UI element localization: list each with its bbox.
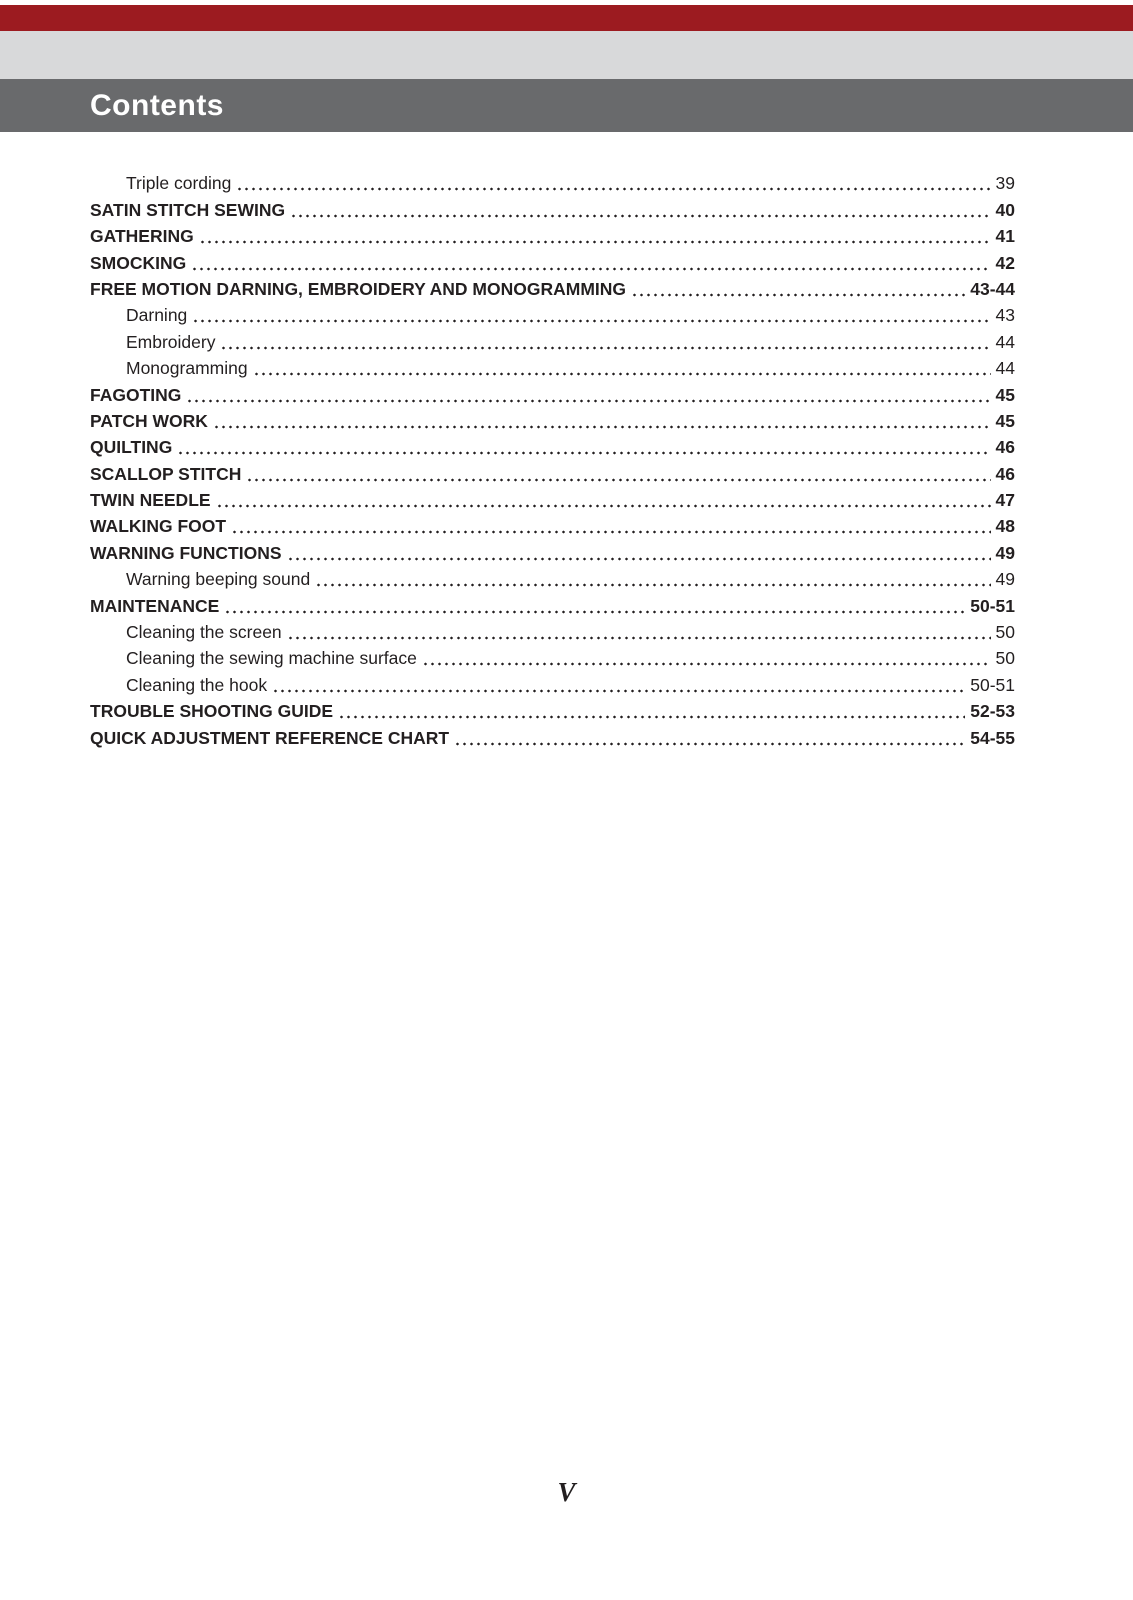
toc-entry-page: 50-51 — [970, 674, 1015, 695]
toc-entry — [90, 194, 1015, 220]
toc-entry-label: WALKING FOOT — [90, 516, 227, 537]
toc-entry-label: Warning beeping sound — [126, 569, 311, 590]
dot-leader — [422, 647, 991, 669]
toc-entry-page: 46 — [995, 437, 1015, 458]
toc-entry — [90, 247, 1015, 273]
top-red-bar — [0, 5, 1133, 31]
dot-leader — [287, 542, 991, 564]
toc-entry — [90, 564, 1015, 590]
toc-entry-label: WARNING FUNCTIONS — [90, 542, 282, 563]
toc-entry-label: FAGOTING — [90, 384, 182, 405]
dot-leader — [454, 727, 965, 749]
dot-leader — [253, 357, 991, 379]
toc-entry — [90, 379, 1015, 405]
toc-entry — [90, 485, 1015, 511]
toc-entry-page: 52-53 — [970, 701, 1015, 722]
toc-entry-page: 46 — [995, 463, 1015, 484]
toc-entry-page: 50 — [995, 622, 1015, 643]
dot-leader — [338, 700, 965, 722]
toc-entry-page: 50 — [995, 648, 1015, 669]
dot-leader — [177, 436, 990, 458]
toc-entry-label: Monogramming — [126, 358, 248, 379]
toc-entry-label: GATHERING — [90, 226, 194, 247]
toc-entry — [90, 511, 1015, 537]
toc-entry-page: 44 — [995, 358, 1015, 379]
toc-entry-page: 48 — [995, 516, 1015, 537]
toc-entry-label: Darning — [126, 305, 188, 326]
toc-entry — [90, 406, 1015, 432]
toc-entry-page: 41 — [995, 226, 1015, 247]
toc-entry-label: QUILTING — [90, 437, 173, 458]
toc-entry-label: TWIN NEEDLE — [90, 490, 211, 511]
dot-leader — [199, 225, 991, 247]
toc-list — [90, 168, 1015, 749]
toc-entry-page: 49 — [995, 569, 1015, 590]
toc-entry-page: 43-44 — [970, 278, 1015, 299]
contents-header-bar — [0, 79, 1133, 132]
toc-entry — [90, 326, 1015, 352]
dot-leader — [315, 568, 990, 590]
toc-entry — [90, 643, 1015, 669]
dot-leader — [246, 463, 990, 485]
toc-entry-label: Embroidery — [126, 331, 216, 352]
dot-leader — [236, 172, 990, 194]
toc-entry-label: Cleaning the hook — [126, 674, 268, 695]
dot-leader — [290, 199, 990, 221]
toc-entry — [90, 696, 1015, 722]
toc-entry-page: 39 — [995, 173, 1015, 194]
toc-entry-label: PATCH WORK — [90, 410, 208, 431]
dot-leader — [231, 515, 990, 537]
dot-leader — [216, 489, 991, 511]
toc-entry-label: SCALLOP STITCH — [90, 463, 242, 484]
toc-entry-page: 44 — [995, 331, 1015, 352]
toc-entry-label: SATIN STITCH SEWING — [90, 199, 286, 220]
toc-entry — [90, 221, 1015, 247]
toc-entry-page: 45 — [995, 410, 1015, 431]
toc-entry — [90, 274, 1015, 300]
toc-entry — [90, 458, 1015, 484]
toc-entry-label: SMOCKING — [90, 252, 187, 273]
toc-entry — [90, 432, 1015, 458]
gray-band — [0, 31, 1133, 79]
dot-leader — [186, 384, 990, 406]
toc-entry-page: 40 — [995, 199, 1015, 220]
toc-entry — [90, 590, 1015, 616]
dot-leader — [220, 331, 990, 353]
dot-leader — [631, 278, 965, 300]
dot-leader — [224, 595, 965, 617]
toc-entry — [90, 722, 1015, 748]
dot-leader — [272, 674, 965, 696]
toc-entry-label: TROUBLE SHOOTING GUIDE — [90, 701, 334, 722]
toc-entry-page: 43 — [995, 305, 1015, 326]
page-footer — [0, 1477, 1133, 1508]
dot-leader — [192, 304, 990, 326]
toc-entry-label: MAINTENANCE — [90, 595, 220, 616]
toc-entry-label: Cleaning the screen — [126, 622, 282, 643]
toc-entry-label: FREE MOTION DARNING, EMBROIDERY AND MONOGRAMMING — [90, 278, 627, 299]
toc-entry-label: Cleaning the sewing machine surface — [126, 648, 417, 669]
toc-entry — [90, 537, 1015, 563]
toc-entry — [90, 669, 1015, 695]
toc-entry-page: 54-55 — [970, 727, 1015, 748]
dot-leader — [213, 410, 991, 432]
toc-entry-page: 50-51 — [970, 595, 1015, 616]
toc-entry-page: 45 — [995, 384, 1015, 405]
toc-entry-label: Triple cording — [126, 173, 232, 194]
page-title: Contents — [90, 88, 224, 122]
toc-entry-page: 42 — [995, 252, 1015, 273]
dot-leader — [287, 621, 991, 643]
toc-entry-page: 49 — [995, 542, 1015, 563]
toc-entry-label: QUICK ADJUSTMENT REFERENCE CHART — [90, 727, 450, 748]
toc-entry — [90, 617, 1015, 643]
footer-page-number: V — [557, 1477, 576, 1507]
dot-leader — [191, 252, 990, 274]
toc-entry-page: 47 — [995, 490, 1015, 511]
toc-entry — [90, 353, 1015, 379]
toc-entry — [90, 300, 1015, 326]
toc-entry — [90, 168, 1015, 194]
